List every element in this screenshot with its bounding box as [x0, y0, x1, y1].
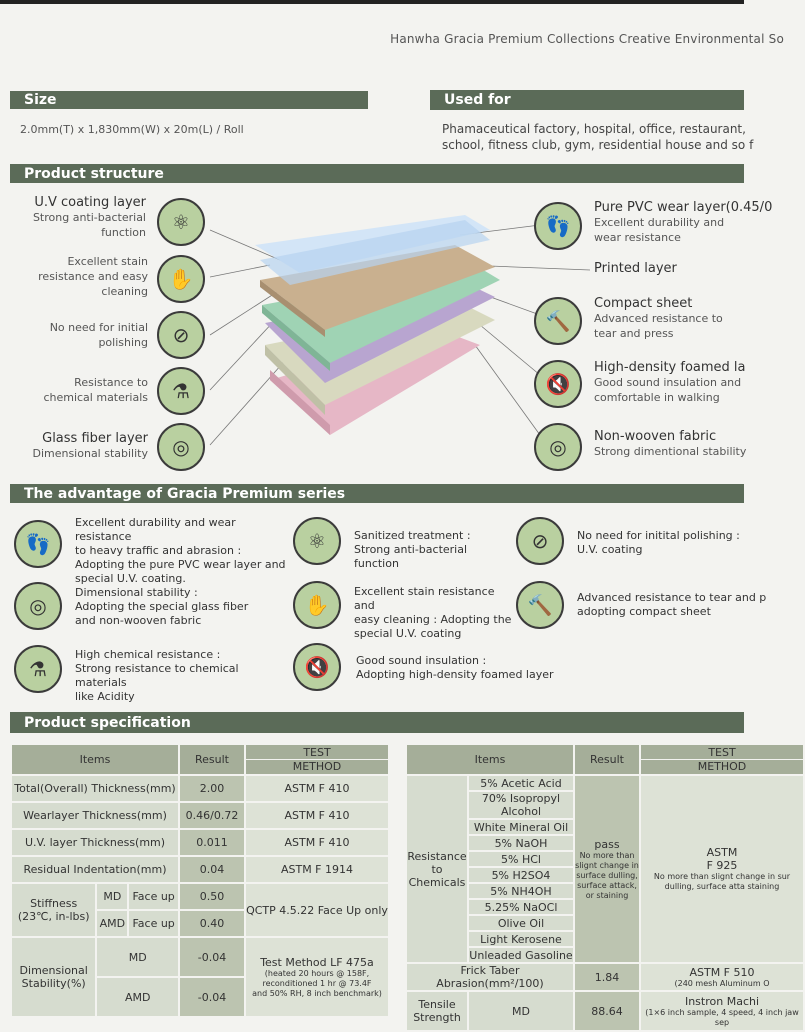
cell: 5% NH4OH [468, 883, 574, 899]
label-sub: tear and press [594, 327, 674, 340]
advantage-item [75, 516, 290, 586]
cell-line: Instron Machi [684, 994, 760, 1008]
advantage-line: U.V. coating [577, 543, 643, 556]
label-sub: Advanced resistance to [594, 312, 723, 325]
cell: White Mineral Oil [468, 819, 574, 835]
no-polish-icon: ⊘ [157, 311, 205, 359]
floor-layers-illustration [240, 205, 510, 445]
printed-layer-label: Printed layer [594, 261, 677, 276]
cell [245, 937, 389, 1017]
structure-heading: Product structure [10, 164, 744, 183]
cell-line: reconditioned 1 hr @ 73.4F [262, 978, 372, 988]
advantage-item [354, 529, 514, 571]
cell [11, 937, 96, 1017]
cell: U.V. layer Thickness(mm) [11, 829, 179, 856]
no-polish-icon: ⊘ [516, 517, 564, 565]
advantage-line: High chemical resistance : [75, 648, 221, 661]
molecule-icon: ⚛ [293, 517, 341, 565]
table-row [11, 856, 389, 883]
chemical-icon: ⚗ [14, 645, 62, 693]
col-header: Result [574, 744, 640, 775]
cell [406, 775, 468, 963]
advantage-line: Excellent stain resistance and [354, 585, 495, 612]
cell: 88.64 [574, 991, 640, 1031]
cell: Light Kerosene [468, 931, 574, 947]
advantage-line: adopting compact sheet [577, 605, 711, 618]
chemical-label [14, 375, 148, 405]
label-sub: Strong dimentional stability [594, 445, 747, 458]
stain-resistance-label [14, 254, 148, 299]
advantage-item [354, 585, 514, 641]
wipe-icon: ✋ [157, 255, 205, 303]
label-title: Compact sheet [594, 296, 693, 311]
advantage-line: easy cleaning : Adopting the [354, 613, 512, 626]
used-for-text [442, 121, 762, 153]
compact-sheet-label [594, 296, 744, 341]
cell: ASTM F 410 [245, 775, 389, 802]
cell [574, 775, 640, 963]
label-sub: resistance and easy [38, 270, 148, 283]
cell: 5% HCl [468, 851, 574, 867]
label-sub: polishing [98, 336, 148, 349]
spec-table-right-wrapper [405, 743, 799, 1027]
cell: ASTM F 410 [245, 829, 389, 856]
col-header [640, 744, 804, 775]
advantage-item [356, 654, 566, 682]
cell: 5% Acetic Acid [468, 775, 574, 791]
table-row [11, 937, 389, 977]
table-row [11, 775, 389, 802]
cell: 5.25% NaOCl [468, 899, 574, 915]
cell: MD [468, 991, 574, 1031]
spec-table-right [405, 743, 805, 1032]
table-row [406, 775, 804, 791]
cell-line: Stiffness [30, 897, 78, 910]
used-for-line: school, fitness club, gym, residential house and so f [442, 138, 754, 152]
cell [11, 883, 96, 937]
cell: AMD [96, 977, 179, 1017]
footprints-icon: 👣 [14, 520, 62, 568]
cell: Residual Indentation(mm) [11, 856, 179, 883]
col-header: Result [179, 744, 245, 775]
cell: 5% H2SO4 [468, 867, 574, 883]
molecule-icon: ⚛ [157, 198, 205, 246]
cell-line: (heated 20 hours @ 158F, [264, 968, 370, 978]
advantage-line: Dimensional stability : [75, 586, 198, 599]
wear-layer-label [594, 200, 773, 245]
cell-line: Resistance [407, 849, 467, 863]
chemical-icon: ⚗ [157, 367, 205, 415]
label-title: Non-wooven fabric [594, 429, 717, 444]
used-for-line: Phamaceutical factory, hospital, office, restaurant, [442, 122, 746, 136]
cell: 0.04 [179, 856, 245, 883]
cell-line: pass [594, 837, 620, 851]
table-row [11, 802, 389, 829]
label-sub: Resistance to [74, 376, 148, 389]
label-sub: comfortable in walking [594, 391, 720, 404]
cell: Olive Oil [468, 915, 574, 931]
table-row [406, 991, 804, 1031]
cell: 0.40 [179, 910, 245, 937]
hammer-icon: 🔨 [534, 297, 582, 345]
cell: Total(Overall) Thickness(mm) [11, 775, 179, 802]
advantage-line: special U.V. coating [354, 627, 462, 640]
mute-icon: 🔇 [534, 360, 582, 408]
col-header: Items [11, 744, 179, 775]
roll-icon: ◎ [534, 423, 582, 471]
document-title: Hanwha Gracia Premium Collections Creative Environmental So [390, 32, 784, 46]
cell-line: to [431, 862, 443, 876]
size-heading: Size [10, 91, 368, 109]
cell: 0.011 [179, 829, 245, 856]
advantage-line: special U.V. coating. [75, 572, 186, 585]
table-row [406, 963, 804, 991]
cell-line: No more than slignt change in surface dulling, surface attack, or staining [575, 850, 639, 900]
cell: 2.00 [179, 775, 245, 802]
header-line: TEST [303, 746, 331, 759]
cell [640, 963, 804, 991]
label-sub: No need for initial [49, 321, 148, 334]
advantage-line: Strong anti-bacterial function [354, 543, 468, 570]
advantage-line: to heavy traffic and abrasion : [75, 544, 242, 557]
header-line: TEST [708, 746, 736, 759]
advantage-item [577, 591, 767, 619]
cell-line: No more than slignt change in sur dulling, surface atta staining [653, 872, 791, 891]
glass-fiber-label [14, 431, 148, 461]
advantage-line: Adopting high-density foamed layer [356, 668, 554, 681]
label-sub: Good sound insulation and [594, 376, 742, 389]
advantage-line: like Acidity [75, 690, 135, 703]
cell: 1.84 [574, 963, 640, 991]
cell: 70% Isopropyl Alcohol [468, 791, 574, 819]
advantage-line: Sanitized treatment : [354, 529, 471, 542]
cell-line: Stability(%) [21, 977, 86, 990]
advantage-line: No need for initital polishing : [577, 529, 740, 542]
label-title: Pure PVC wear layer(0.45/0 [594, 200, 773, 215]
advantage-heading: The advantage of Gracia Premium series [10, 484, 744, 503]
advantage-line: Excellent durability and wear resistance [75, 516, 236, 543]
roll-icon: ◎ [14, 582, 62, 630]
advantage-item [75, 648, 290, 704]
cell: QCTP 4.5.22 Face Up only [245, 883, 389, 937]
advantage-line: Adopting the pure PVC wear layer and [75, 558, 286, 571]
cell: Tensile Strength [406, 991, 468, 1031]
label-title: U.V coating layer [34, 195, 146, 210]
size-value: 2.0mm(T) x 1,830mm(W) x 20m(L) / Roll [20, 123, 244, 136]
advantage-line: and non-wooven fabric [75, 614, 202, 627]
cell-line: (240 mesh Aluminum O [674, 978, 770, 988]
uv-coating-label [14, 195, 146, 240]
advantage-line: Advanced resistance to tear and p [577, 591, 767, 604]
non-woven-label [594, 429, 747, 459]
polishing-label [14, 320, 148, 350]
top-border [0, 0, 744, 4]
cell-line: Dimensional [19, 964, 88, 977]
cell-line: ASTM F 510 [689, 965, 755, 979]
cell: MD [96, 937, 179, 977]
cell-line: Test Method LF 475a [260, 955, 374, 969]
label-sub: function [101, 226, 146, 239]
used-for-heading: Used for [430, 90, 744, 110]
cell: 0.50 [179, 883, 245, 910]
cell: -0.04 [179, 977, 245, 1017]
header-line: METHOD [641, 759, 803, 773]
label-title: Glass fiber layer [42, 431, 148, 446]
footprints-icon: 👣 [534, 202, 582, 250]
roll-icon: ◎ [157, 423, 205, 471]
label-sub: chemical materials [43, 391, 148, 404]
wipe-icon: ✋ [293, 581, 341, 629]
cell: Unleaded Gasoline [469, 948, 573, 962]
cell [640, 775, 804, 963]
col-header: Items [406, 744, 574, 775]
spec-heading: Product specification [10, 712, 744, 733]
col-header [245, 744, 389, 775]
cell: -0.04 [179, 937, 245, 977]
cell-line: (23℃, in-lbs) [17, 910, 90, 923]
mute-icon: 🔇 [293, 643, 341, 691]
cell: Face up [128, 910, 179, 937]
label-sub: Strong anti-bacterial [32, 211, 146, 224]
advantage-item [75, 586, 275, 628]
hammer-icon: 🔨 [516, 581, 564, 629]
table-row [11, 883, 389, 910]
cell-line: (1×6 inch sample, 4 speed, 4 inch jaw sep [645, 1007, 799, 1027]
advantage-line: Good sound insulation : [356, 654, 487, 667]
table-row [11, 829, 389, 856]
advantage-line: Adopting the special glass fiber [75, 600, 249, 613]
cell: 5% NaOH [468, 835, 574, 851]
cell: Face up [128, 883, 179, 910]
cell: 0.46/0.72 [179, 802, 245, 829]
cell: AMD [96, 910, 128, 937]
label-title: High-density foamed la [594, 360, 746, 375]
cell-line: ASTM [706, 846, 738, 859]
cell: ASTM F 410 [245, 802, 389, 829]
label-sub: Dimensional stability [32, 447, 148, 460]
cell: Wearlayer Thickness(mm) [11, 802, 179, 829]
cell: MD [96, 883, 128, 910]
spec-table-left [10, 743, 390, 1018]
cell-line: and 50% RH, 8 inch benchmark) [252, 988, 382, 998]
cell [640, 991, 804, 1031]
label-sub: Excellent durability and [594, 216, 725, 229]
cell-line: F 925 [706, 859, 738, 872]
advantage-line: Strong resistance to chemical materials [75, 662, 239, 689]
advantage-item [577, 529, 747, 557]
label-sub: wear resistance [594, 231, 681, 244]
cell: ASTM F 1914 [245, 856, 389, 883]
label-sub: cleaning [101, 285, 148, 298]
foamed-layer-label [594, 360, 744, 405]
cell-line: Chemicals [408, 875, 466, 889]
label-sub: Excellent stain [67, 255, 148, 268]
cell: Frick Taber Abrasion(mm²/100) [406, 963, 574, 991]
header-line: METHOD [246, 759, 388, 773]
